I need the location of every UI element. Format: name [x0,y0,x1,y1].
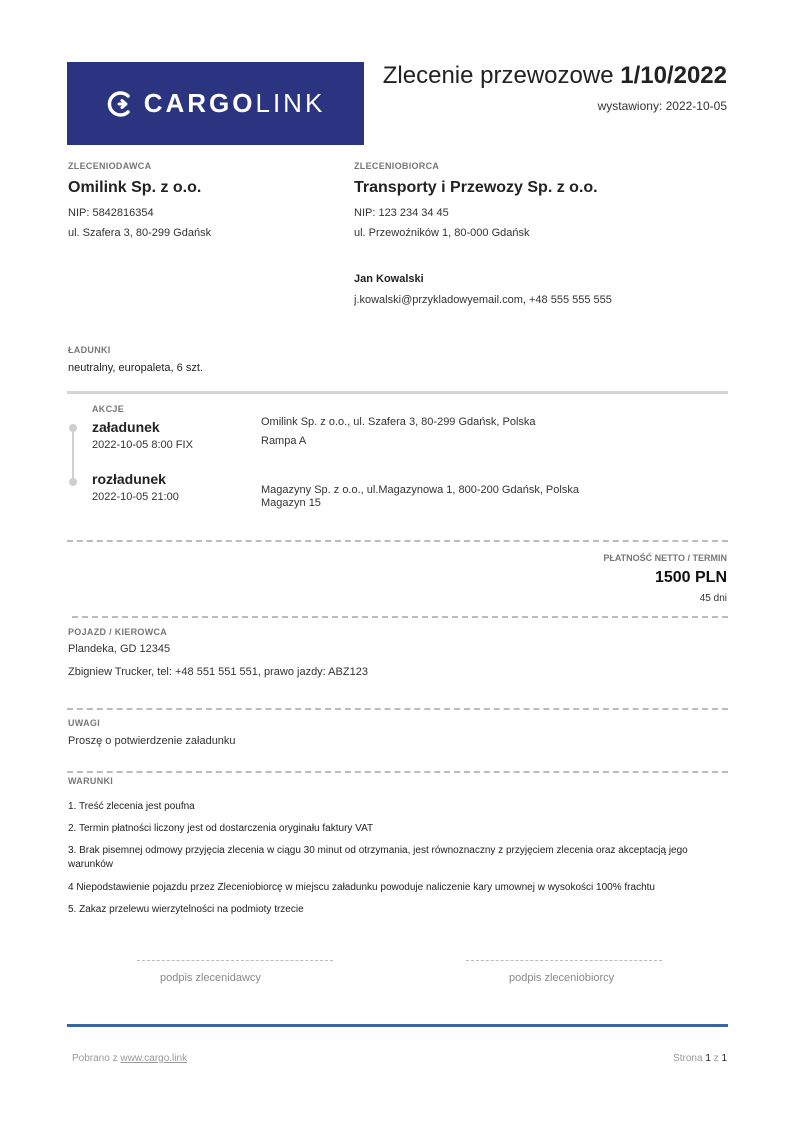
action-address: Magazyny Sp. z o.o., ul.Magazynowa 1, 800-200 Gdańsk, Polska [261,484,579,496]
document-title [383,62,727,90]
page-indicator [673,1053,727,1064]
page-prefix: Strona [673,1053,703,1064]
section-divider [72,616,728,618]
terms-item: 2. Termin płatności liczony jest od dostarczenia oryginału faktury VAT [68,823,374,834]
cargo-link[interactable]: www.cargo.link [120,1053,188,1064]
terms-label: WARUNKI [68,776,114,786]
terms-item: 3. Brak pisemnej odmowy przyjęcia zlecenia w ciągu 30 minut od otrzymania, jest równoznaczny z przyjęciem zlecenia oraz akceptacją jego warunków [68,845,688,870]
cargolink-mark-icon [106,89,136,119]
action-detail: Rampa A [261,435,307,447]
actions-label: AKCJE [92,404,125,414]
section-divider [67,771,728,773]
signature-line-contractor [466,960,662,961]
terms-item: 1. Treść zlecenia jest poufna [68,801,195,812]
issued-date: wystawiony: 2022-10-05 [597,99,727,113]
client-label: ZLECENIODAWCA [68,161,152,171]
action-name: rozładunek [92,471,166,487]
action-address: Omilink Sp. z o.o., ul. Szafera 3, 80-299 Gdańsk, Polska [261,416,536,428]
contact-name: Jan Kowalski [354,273,424,285]
footer-source-prefix: Pobrano z [72,1053,118,1064]
client-nip: NIP: 5842816354 [68,207,154,219]
page-total: 1 [721,1053,727,1064]
page-separator: z [713,1053,719,1064]
contractor-nip: NIP: 123 234 34 45 [354,207,449,219]
client-address: ul. Szafera 3, 80-299 Gdańsk [68,227,212,239]
section-divider [67,708,728,710]
notes-label: UWAGI [68,718,100,728]
terms-item: 5. Zakaz przelewu wierzytelności na podmioty trzecie [68,904,304,915]
section-divider [67,391,728,394]
section-divider [67,540,728,542]
signature-label-client: podpis zlecenidawcy [160,972,261,984]
cargo-label: ŁADUNKI [68,345,111,355]
page-current: 1 [705,1053,711,1064]
logo-text-link: LINK [255,88,326,118]
driver-info: Zbigniew Trucker, tel: +48 551 551 551, prawo jazdy: ABZ123 [68,666,368,678]
timeline-line [72,426,74,484]
signature-label-contractor: podpis zleceniobiorcy [509,972,615,984]
vehicle-label: POJAZD / KIEROWCA [68,627,168,637]
contractor-address: ul. Przewoźników 1, 80-000 Gdańsk [354,227,530,239]
document-number: 1/10/2022 [620,62,727,89]
client-name: Omilink Sp. z o.o. [68,179,202,196]
vehicle-info: Plandeka, GD 12345 [68,643,171,655]
contractor-label: ZLECENIOBIORCA [354,161,440,171]
logo-text-cargo: CARGO [143,88,256,118]
footer-source [72,1053,187,1064]
document-title-prefix: Zlecenie przewozowe [382,62,614,89]
timeline-dot [69,424,77,432]
terms-item: 4 Niepodstawienie pojazdu przez Zleceniobiorcę w miejscu załadunku powoduje naliczenie kary umownej w wysokości 100% frachtu [68,882,655,893]
action-detail: Magazyn 15 [261,497,321,509]
action-name: załadunek [92,419,160,435]
contractor-name: Transporty i Przewozy Sp. z o.o. [354,179,598,196]
cargolink-logo [67,62,364,145]
notes-text: Proszę o potwierdzenie załadunku [68,735,236,747]
contact-details: j.kowalski@przykladowyemail.com, +48 555 555 555 [354,294,612,306]
footer-bar [67,1024,728,1027]
cargo-description: neutralny, europaleta, 6 szt. [68,362,203,374]
action-datetime: 2022-10-05 8:00 FIX [92,439,193,451]
payment-amount: 1500 PLN [654,569,727,586]
payment-term: 45 dni [699,593,727,604]
action-datetime: 2022-10-05 21:00 [92,491,179,503]
signature-line-client [137,960,333,961]
timeline-dot [69,478,77,486]
payment-label: PŁATNOŚĆ NETTO / TERMIN [603,553,727,563]
